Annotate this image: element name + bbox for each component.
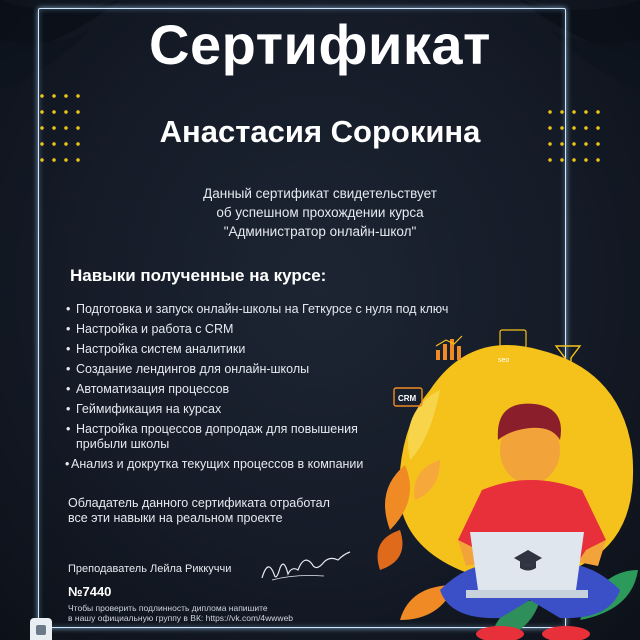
certificate-title: Сертификат — [149, 13, 491, 76]
bookmark-icon — [30, 618, 52, 640]
verify-line: в нашу официальную группу в ВК: https://vk.com/4wwweb — [68, 613, 294, 623]
skill-item: • Настройка систем аналитики — [66, 342, 486, 357]
crm-icon — [394, 388, 422, 406]
owner-line: все эти навыки на реальном проекте — [68, 511, 283, 525]
skill-item: • Настройка и работа с CRM — [66, 322, 486, 337]
skills-heading: Навыки полученные на курсе: — [70, 266, 327, 285]
skill-item: • Автоматизация процессов — [66, 382, 486, 397]
skill-item: • Создание лендингов для онлайн-школы — [66, 362, 486, 377]
intro-line: об успешном прохождении курса — [216, 205, 424, 220]
signature — [254, 544, 354, 588]
skill-item: • Подготовка и запуск онлайн-школы на Геткурсе с нуля под ключ — [66, 302, 486, 317]
certificate-intro — [140, 184, 500, 241]
svg-text:CRM: CRM — [398, 394, 417, 403]
owner-statement — [68, 496, 368, 526]
recipient-name: Анастасия Сорокина — [159, 114, 481, 149]
skill-item: • Геймификация на курсах — [66, 402, 486, 417]
verify-line: Чтобы проверить подлинность диплома напишите — [68, 603, 268, 613]
verification-note — [68, 603, 293, 623]
intro-line: Данный сертификат свидетельствует — [203, 186, 437, 201]
skill-item: • Анализ и докрутка текущих процессов в компании — [66, 457, 486, 472]
teacher-name: Преподаватель Лейла Риккуччи — [68, 563, 232, 575]
student-illustration — [370, 300, 640, 640]
owner-line: Обладатель данного сертификата отработал — [68, 496, 330, 510]
bar-chart-icon — [436, 336, 462, 360]
svg-text:seo: seo — [498, 357, 510, 364]
certificate-number: №7440 — [68, 584, 112, 599]
skill-item: • Настройка процессов допродаж для повышения прибыли школы — [66, 422, 376, 452]
intro-line: "Администратор онлайн-школ" — [223, 224, 417, 239]
